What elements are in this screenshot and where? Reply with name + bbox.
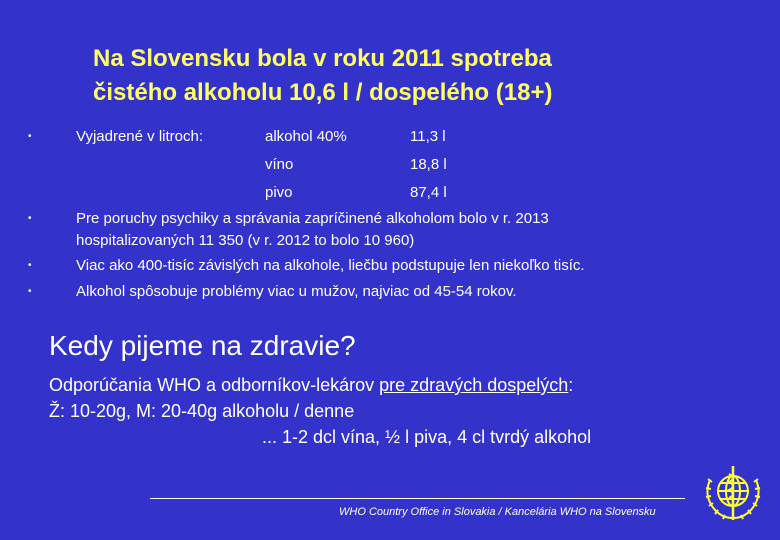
- footer-text: WHO Country Office in Slovakia / Kancelária WHO na Slovensku: [339, 506, 656, 518]
- drink-name-wine: víno: [265, 156, 294, 173]
- bullet-1-label: Vyjadrené v litroch:: [76, 128, 204, 145]
- recommendation-block: [49, 372, 591, 450]
- slide-title: [93, 42, 693, 110]
- drink-value-wine: 18,8 l: [410, 156, 447, 173]
- drink-value-beer: 87,4 l: [410, 184, 447, 201]
- bullet-3: Viac ako 400-tisíc závislých na alkohole, liečbu podstupuje len niekoľko tisíc.: [76, 257, 585, 274]
- drink-value-spirits: 11,3 l: [410, 128, 446, 145]
- title-line-1: Na Slovensku bola v roku 2011 spotreba: [93, 45, 552, 72]
- footer-divider: [150, 498, 685, 499]
- recommendation-underlined: pre zdravých dospelých: [379, 375, 569, 395]
- recommendation-line-1: [49, 372, 591, 398]
- title-line-2: čistého alkoholu 10,6 l / dospelého (18+): [93, 79, 553, 106]
- section-heading: Kedy pijeme na zdravie?: [49, 330, 356, 361]
- recommendation-line-3: ... 1-2 dcl vína, ½ l piva, 4 cl tvrdý alkohol: [262, 427, 592, 447]
- drink-name-beer: pivo: [265, 184, 293, 201]
- bullet-2-line-2: hospitalizovaných 11 350 (v r. 2012 to bolo 10 960): [76, 232, 415, 249]
- bullet-marker: •: [28, 260, 32, 271]
- bullet-2-line-1: Pre poruchy psychiky a správania zapríčinené alkoholom bolo v r. 2013: [76, 210, 549, 227]
- bullet-marker: •: [28, 286, 32, 297]
- recommendation-prefix: Odporúčania WHO a odborníkov-lekárov: [49, 375, 380, 395]
- bullet-marker: •: [28, 131, 32, 142]
- recommendation-suffix: :: [568, 375, 574, 395]
- recommendation-line-2: Ž: 10-20g, M: 20-40g alkoholu / denne: [49, 401, 355, 421]
- who-emblem-icon: [700, 462, 766, 524]
- drink-name-spirits: alkohol 40%: [265, 128, 347, 145]
- bullet-marker: •: [28, 213, 32, 224]
- bullet-4: Alkohol spôsobuje problémy viac u mužov, najviac od 45-54 rokov.: [76, 283, 517, 300]
